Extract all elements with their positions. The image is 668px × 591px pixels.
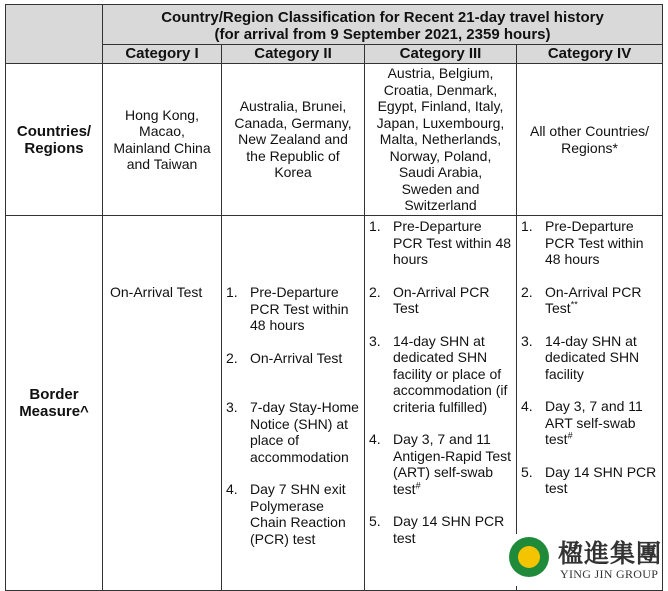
cat2-measures [222,216,365,591]
cat3-measures [365,216,517,591]
cat3-countries [365,64,517,216]
countries-row-label [6,64,103,216]
cat2-measure-list [222,216,364,547]
list-item: 2. On-Arrival PCR Test [369,283,490,316]
cat3-countries-text: Austria, Belgium, Croatia, Denmark, Egypt, Finland, Italy, Japan, Luxembourg, Malta, Netherlands, Norway, Poland, Saudi Arabia, Sweden and Switzerland [376,65,505,214]
list-item: 4. Day 3, 7 and 11 ART self-swab test# [521,398,643,447]
cat1-countries-text: Hong Kong, Macao, Mainland China and Taiwan [113,106,211,172]
cat4-countries [517,64,663,216]
list-item: 5. Day 14 SHN PCR test [521,463,657,496]
title-line-1: Country/Region Classification for Recent 21-day travel history [161,9,604,26]
footnote-hash: # [415,479,421,490]
footnote-double-star: ** [570,299,578,310]
classification-table [5,4,663,591]
countries-label-text: Countries/ Regions [16,122,92,157]
cat1-countries [103,64,222,216]
list-item: 3. 7-day Stay-Home Notice (SHN) at place of accommodation [226,399,359,465]
title-line-2: (for arrival from 9 September 2021, 2359 hours) [214,26,551,43]
list-item: 4. Day 3, 7 and 11 Antigen-Rapid Test (ART) self-swab test# [369,431,512,497]
cat2-countries-text: Australia, Brunei, Canada, Germany, New Zealand and the Republic of Korea [234,98,352,181]
category-ii-header: Category II [222,45,365,64]
list-item: 1. Pre-Departure PCR Test within 48 hours [521,218,644,267]
cat4-countries-text: All other Countries/ Regions* [529,123,650,156]
company-logo [506,534,662,586]
list-item: 3. 14-day SHN at dedicated SHN facility [521,332,640,382]
cat4-measure-list [517,216,662,497]
list-item: 1. Pre-Departure PCR Test within 48 hours [369,218,512,267]
list-item: 4. Day 7 SHN exit Polymerase Chain Reaction (PCR) test [226,481,346,547]
list-item: 1. Pre-Departure PCR Test within 48 hours [226,284,349,333]
list-item: 5. Day 14 SHN PCR test [369,513,505,546]
border-measure-row-label [6,216,103,591]
list-item: 2. On-Arrival Test [226,349,343,366]
list-item: 2. On-Arrival PCR Test** [521,283,642,316]
cat2-countries [222,64,365,216]
cat3-measure-list [365,216,516,546]
border-measure-label-text: Border Measure^ [19,386,89,420]
cat1-measure-text: On-Arrival Test [110,284,203,300]
logo-english-text: YING JIN GROUP [560,567,659,581]
table-title [103,5,663,45]
category-i-header: Category I [103,45,222,64]
cat1-measures [103,216,222,591]
category-iv-header: Category IV [517,45,663,64]
list-item: 3. 14-day SHN at dedicated SHN facility or place of accommodation (if criteria fulfilled) [369,332,508,415]
header-corner [6,5,103,64]
logo-emblem-icon [509,537,549,577]
footnote-hash: # [567,430,573,441]
category-iii-header: Category III [365,45,517,64]
logo-chinese-text: 楹進集團 [558,539,663,568]
